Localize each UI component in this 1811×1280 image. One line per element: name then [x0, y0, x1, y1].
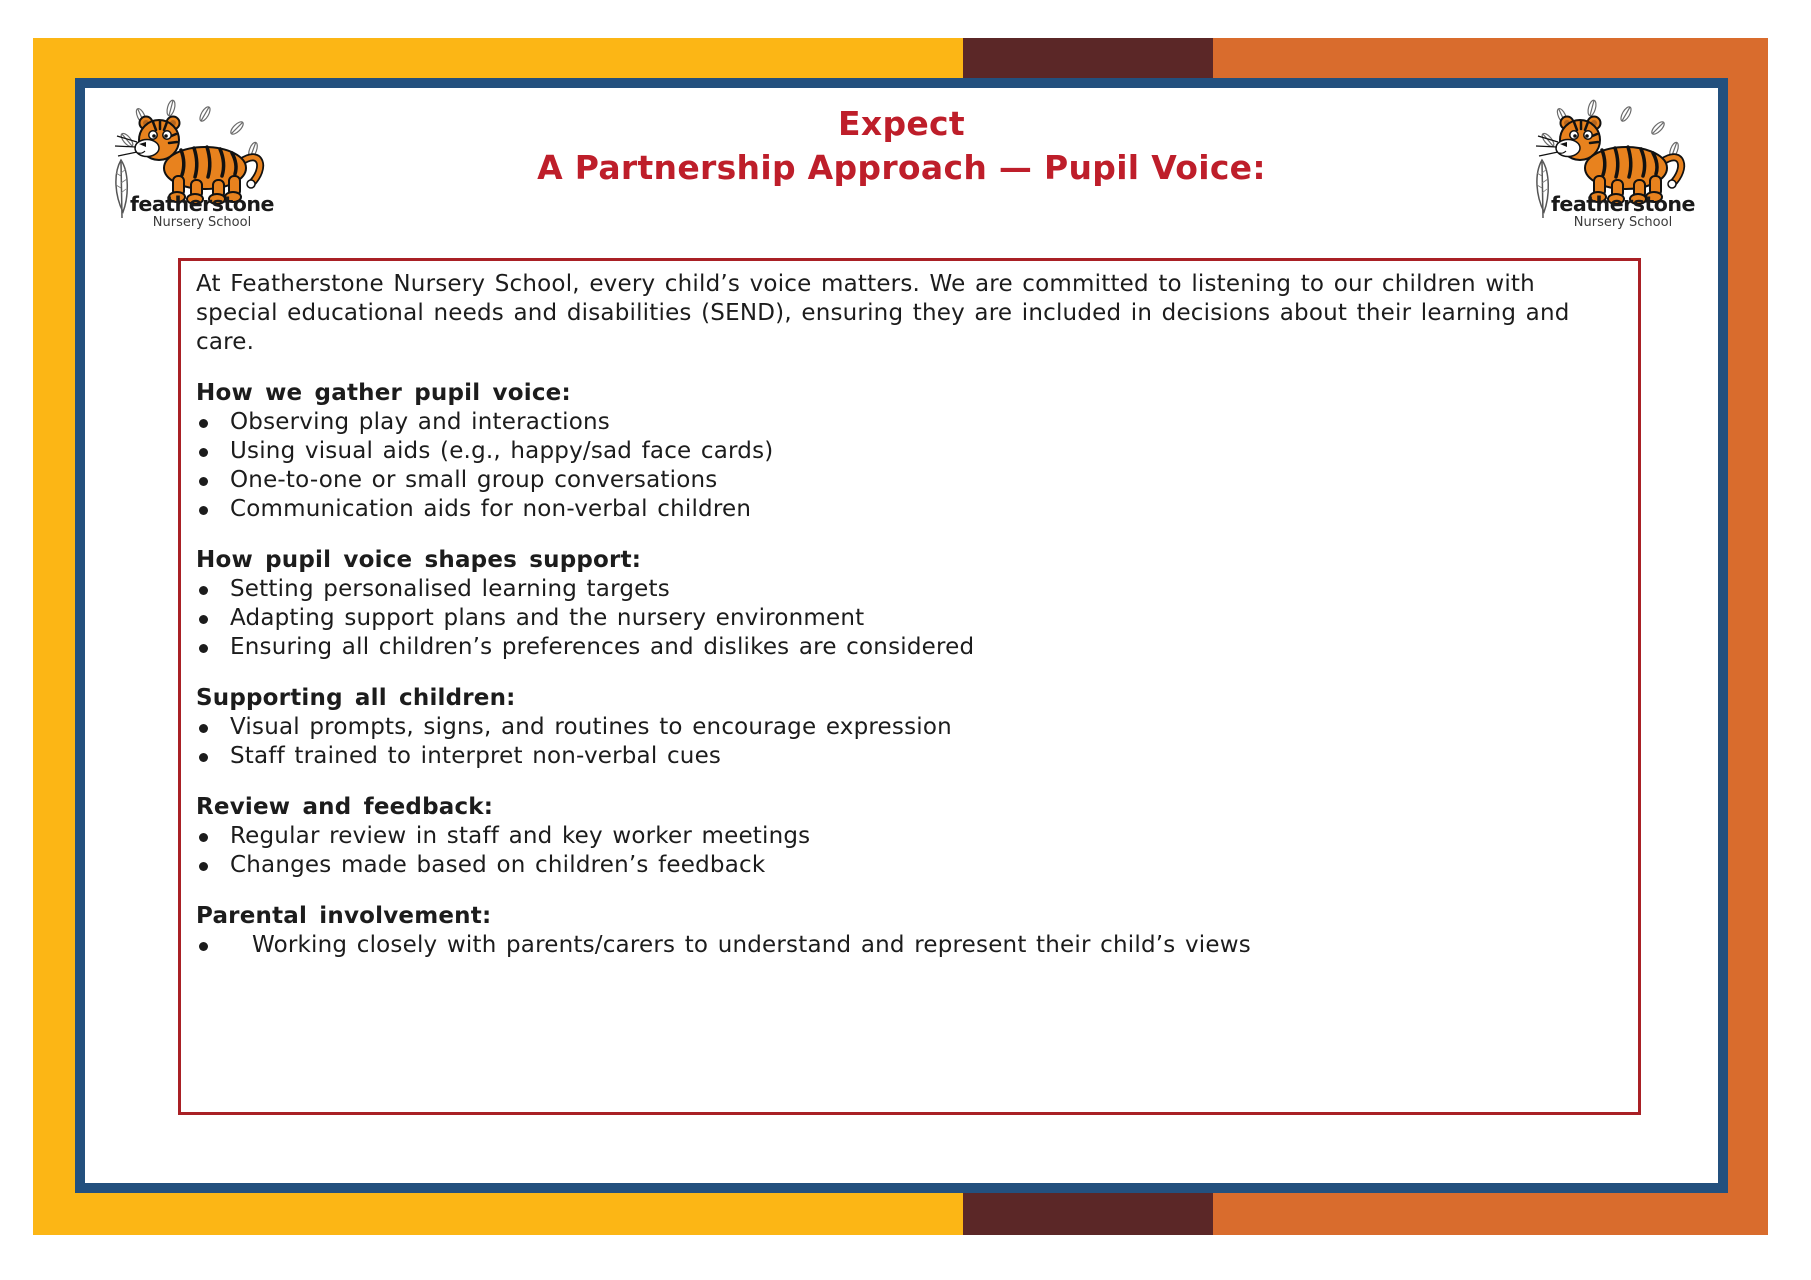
section-heading-supporting: Supporting all children: — [196, 685, 516, 711]
bullet-item: Observing play and interactions — [196, 408, 1612, 437]
bullet-item: Staff trained to interpret non-verbal cues — [196, 742, 1612, 771]
bullet-item: Working closely with parents/carers to understand and represent their child’s views — [196, 931, 1612, 960]
section-heading-review: Review and feedback: — [196, 794, 494, 820]
bullet-list-gather — [196, 408, 1612, 524]
bullet-list-review — [196, 822, 1612, 880]
bullet-list-shapes — [196, 575, 1612, 662]
bullet-item: Adapting support plans and the nursery environment — [196, 604, 1612, 633]
intro-paragraph: At Featherstone Nursery School, every child’s voice matters. We are committed to listening to our children with special educational needs and disabilities (SEND), ensuring they are included in decisions about their learning and care. — [196, 271, 1570, 355]
page-title — [85, 102, 1718, 190]
bullet-item: Regular review in staff and key worker meetings — [196, 822, 1612, 851]
section-heading-shapes: How pupil voice shapes support: — [196, 547, 642, 573]
bullet-item: Visual prompts, signs, and routines to encourage expression — [196, 713, 1612, 742]
title-line-1: Expect — [838, 104, 965, 143]
logo-wordmark: featherstone — [130, 192, 274, 216]
bullet-item: Ensuring all children’s preferences and dislikes are considered — [196, 633, 1612, 662]
content-box — [178, 258, 1641, 1115]
logo-subtitle: Nursery School — [152, 215, 252, 230]
bullet-item: Changes made based on children’s feedback — [196, 851, 1612, 880]
section-heading-gather: How we gather pupil voice: — [196, 380, 571, 406]
bullet-item: Communication aids for non-verbal children — [196, 495, 1612, 524]
logo-wordmark: featherstone — [1551, 192, 1695, 216]
bullet-item: Setting personalised learning targets — [196, 575, 1612, 604]
decorative-frame — [33, 38, 1768, 1235]
logo-subtitle: Nursery School — [1573, 215, 1673, 230]
bullet-list-parental — [196, 931, 1612, 960]
bullet-item: One-to-one or small group conversations — [196, 466, 1612, 495]
title-line-2: A Partnership Approach — Pupil Voice: — [537, 148, 1266, 187]
section-heading-parental: Parental involvement: — [196, 903, 492, 929]
document-panel — [75, 78, 1728, 1193]
bullet-list-supporting — [196, 713, 1612, 771]
bullet-item: Using visual aids (e.g., happy/sad face cards) — [196, 437, 1612, 466]
